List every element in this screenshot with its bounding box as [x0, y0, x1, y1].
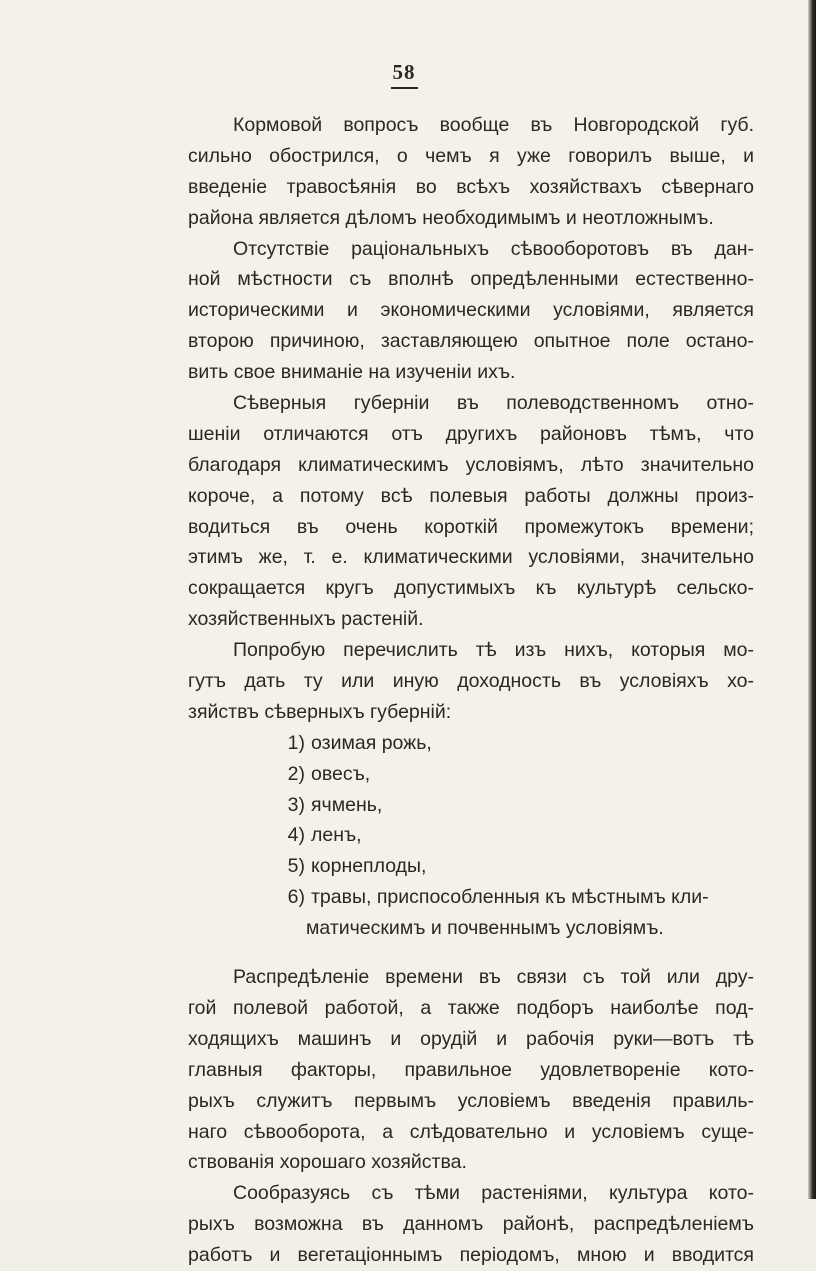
text-line: сильно обострился, о чемъ я уже говорилъ выше, и — [188, 144, 754, 167]
text-line: гой полевой работой, а также подборъ наиболѣе под- — [188, 996, 754, 1019]
text-line: района является дѣломъ необходимымъ и неотложнымъ. — [188, 206, 714, 229]
page-edge-shadow — [808, 0, 816, 1199]
text-line: водиться въ очень короткій промежутокъ времени; — [188, 515, 754, 538]
paragraph-time-distribution — [188, 962, 754, 1178]
list-item-number: 1) — [287, 731, 305, 754]
text-line: главныя факторы, правильное удовлетвореніе кото- — [188, 1058, 754, 1081]
list-item-number: 3) — [287, 793, 305, 816]
list-item — [273, 882, 753, 913]
list-gap — [188, 944, 754, 962]
list-item-number: 4) — [287, 824, 305, 847]
paragraph-crop-rotation — [188, 234, 754, 388]
text-line: вить свое вниманіе на изученіи ихъ. — [188, 361, 516, 384]
crop-list — [273, 728, 753, 944]
list-item — [273, 851, 753, 882]
list-item — [273, 820, 753, 851]
paragraph-conclusion — [188, 1178, 754, 1271]
text-line: Отсутствіе раціональныхъ сѣвооборотовъ въ дан- — [233, 237, 754, 260]
text-line: гутъ дать ту или иную доходность въ условіяхъ хо- — [188, 670, 754, 693]
text-line: работъ и вегетаціоннымъ періодомъ, мною и вводится — [188, 1244, 754, 1267]
page-number: 58 — [0, 60, 808, 85]
text-line: короче, а потому всѣ полевыя работы должны произ- — [188, 484, 754, 507]
list-item-text: ячмень, — [311, 793, 383, 816]
text-line: историческими и экономическими условіями, является — [188, 299, 754, 322]
text-line: Сообразуясь съ тѣми растеніями, культура кото- — [233, 1182, 754, 1205]
text-line: рыхъ возможна въ данномъ районѣ, распредѣленіемъ — [188, 1213, 754, 1236]
text-line: благодаря климатическимъ условіямъ, лѣто значительно — [188, 453, 754, 476]
list-item-continuation: матическимъ и почвеннымъ условіямъ. — [306, 917, 664, 940]
text-line: введеніе травосѣянія во всѣхъ хозяйствахъ сѣвернаго — [188, 175, 754, 198]
list-item-text: травы, приспособленныя къ мѣстнымъ кли- — [311, 886, 709, 909]
text-line: Распредѣленіе времени въ связи съ той или дру- — [233, 966, 754, 989]
list-item-text: корнеплоды, — [311, 855, 427, 878]
list-item-number: 5) — [287, 855, 305, 878]
list-item-text: овесъ, — [311, 762, 371, 785]
text-line: шеніи отличаются отъ другихъ районовъ тѣмъ, что — [188, 422, 754, 445]
text-line: ходящихъ машинъ и орудій и рабочія руки—вотъ тѣ — [188, 1027, 754, 1050]
list-item-number: 6) — [287, 886, 305, 909]
text-line: Попробую перечислить тѣ изъ нихъ, которыя мо- — [233, 639, 754, 662]
list-item — [273, 759, 753, 790]
text-line: сокращается кругъ допустимыхъ къ культурѣ сельско- — [188, 577, 754, 600]
text-line: этимъ же, т. е. климатическими условіями, значительно — [188, 546, 754, 569]
text-line: Кормовой вопросъ вообще въ Новгородской губ. — [233, 114, 754, 136]
list-item — [273, 728, 753, 759]
text-line: рыхъ служитъ первымъ условіемъ введенія правиль- — [188, 1089, 754, 1112]
text-line: зяйствъ сѣверныхъ губерній: — [188, 700, 452, 723]
list-item — [273, 790, 753, 821]
paragraph-list-intro — [188, 635, 754, 728]
page-body — [188, 110, 754, 1271]
list-item-text: озимая рожь, — [311, 731, 432, 754]
paragraph-fodder-question — [188, 110, 754, 234]
text-line: хозяйственныхъ растеній. — [188, 608, 424, 631]
list-item-text: ленъ, — [311, 824, 362, 847]
list-item-number: 2) — [287, 762, 305, 785]
text-line: ствованія хорошаго хозяйства. — [188, 1151, 467, 1174]
text-line: второю причиною, заставляющею опытное поле остано- — [188, 330, 754, 353]
text-line: Сѣверныя губерніи въ полеводственномъ отно- — [233, 392, 754, 415]
paragraph-northern-provinces — [188, 388, 754, 635]
text-line: ной мѣстности съ вполнѣ опредѣленными естественно- — [188, 268, 754, 291]
text-line: наго сѣвооборота, а слѣдовательно и условіемъ суще- — [188, 1120, 754, 1143]
